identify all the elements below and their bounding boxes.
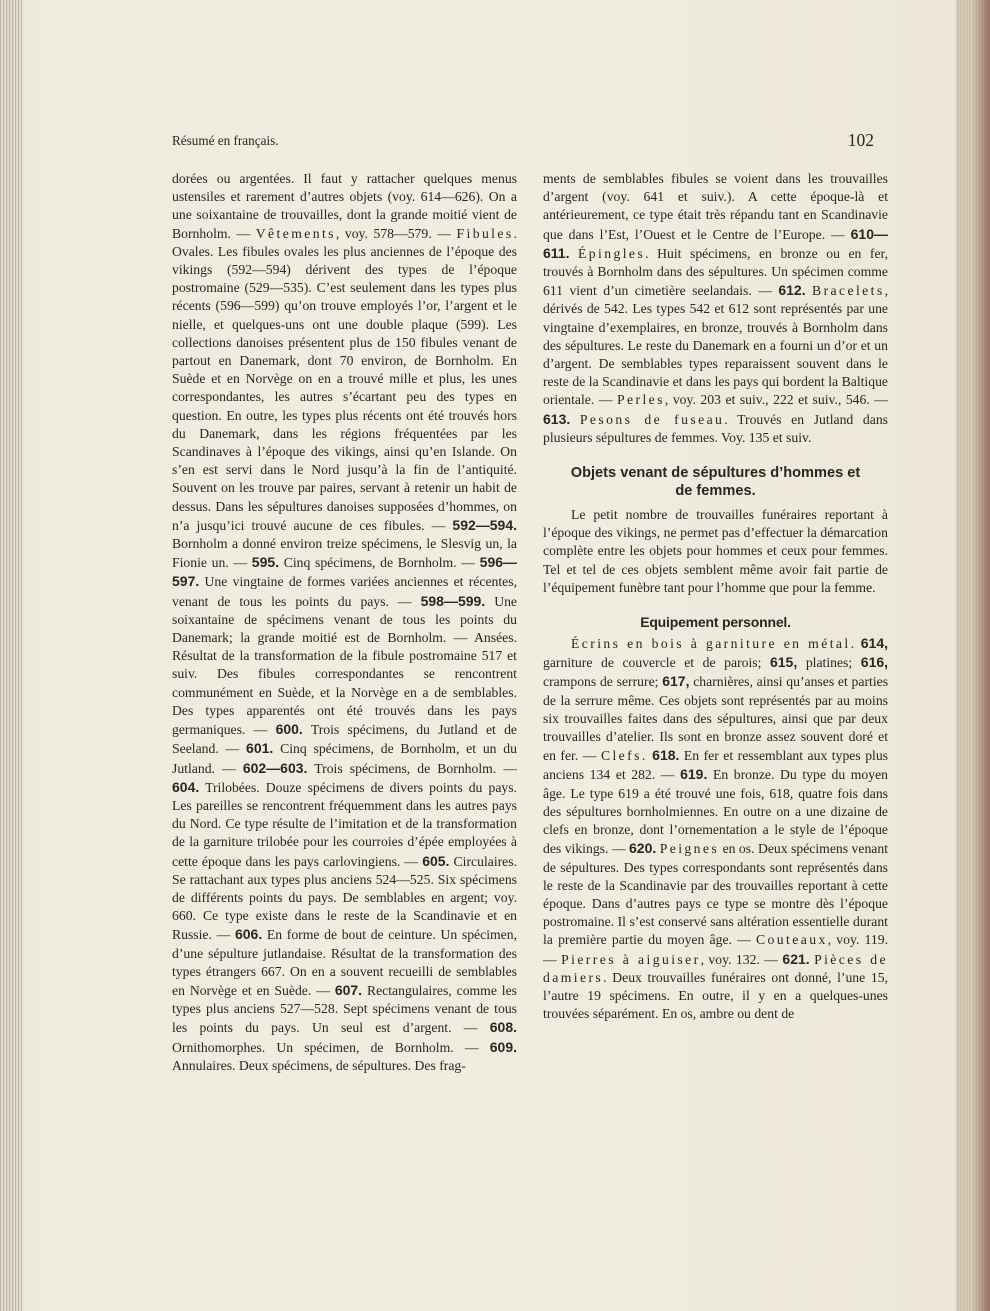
number-bold: 601. xyxy=(246,740,274,757)
body-paragraph: Le petit nombre de trouvailles funéraires reportant à l’époque des vikings, ne permet pas d’effectuer la démarcation complète entre les objets pour hommes et ceux pour femmes. Tel et tel de ces objets semblent même avoir fait partie de l’équipement funèbre tant pour l’homme que pour la femme. xyxy=(543,507,888,595)
number-bold: 612. xyxy=(778,282,806,299)
spaced-term: Bracelets xyxy=(812,283,885,299)
spaced-term: Couteaux xyxy=(756,932,828,948)
number-bold: 596—597. xyxy=(172,554,518,590)
number-bold: 621. xyxy=(782,950,810,967)
number-bold: 592—594. xyxy=(452,516,518,533)
number-bold: 604. xyxy=(172,778,200,795)
spaced-term: Pièces de damiers xyxy=(543,951,888,985)
spaced-term: Épingles xyxy=(578,245,646,261)
number-bold: 614, xyxy=(860,635,889,652)
left-column xyxy=(172,170,517,1075)
section-heading-equipement: Equipement personnel. xyxy=(640,614,791,631)
page-edge-shadow xyxy=(972,0,990,1311)
number-bold: 618. xyxy=(652,747,680,764)
right-column xyxy=(543,170,888,1023)
spaced-term: Clefs. xyxy=(600,748,648,764)
book-binding-edge xyxy=(0,0,22,1311)
spaced-term: Perles xyxy=(617,392,665,408)
number-bold: 602—603. xyxy=(242,759,308,776)
spaced-term: Fibules xyxy=(456,225,514,241)
number-bold: 605. xyxy=(422,852,450,869)
number-bold: 617, xyxy=(662,673,690,690)
number-bold: 620. xyxy=(629,840,657,857)
spaced-term: Vêtements xyxy=(255,225,336,241)
number-bold: 608. xyxy=(489,1019,518,1036)
number-bold: 610—611. xyxy=(543,225,888,261)
body-paragraph: Écrins en bois à garniture en métal. 614, garniture de couvercle et de parois; 615, platines; 616, crampons de serrure; 617, charnières, ainsi qu’anses et parties de la serrure même. Ces objets sont représentés par au moins six trouvailles faites dans des sépultures, ainsi que par deux trouvailles d’atelier. Ils sont en bronze assez souvent doré et en fer. — Clefs. 618. En fer et ressemblant aux types plus anciens 134 et 282. — 619. En bronze. Du type du moyen âge. Le type 619 a été trouvé une fois, 618, quatre fois dans des sépultures bornholmiennes. En outre on a une dizaine de clefs en bronze, dont l’ornementation a le style de l’époque des vikings. — 620. Peignes en os. Deux spécimens venant de sépultures. Des types correspondants sont représentés dans le reste de la Scandinavie par des trouvailles reportant à cette époque. Dans d’autres pays ce type se montre dès l’époque postromaine. Il s’est conservé sans altération essentielle durant la première partie du moyen âge. — Couteaux, voy. 119. — Pierres à aiguiser, voy. 132. — 621. Pièces de damiers. Deux trouvailles funéraires ont donné, l’une 15, l’autre 19 spécimens. En outre, il y en a quelques-unes trouvées séparément. En os, ambre ou dent de xyxy=(543,635,889,1022)
number-bold: 609. xyxy=(489,1038,517,1055)
heading-line: Objets venant de sépultures d’hommes et xyxy=(570,465,861,482)
number-bold: 613. xyxy=(543,410,571,427)
body-paragraph: ments de semblables fibules se voient dans les trouvailles d’argent (voy. 641 et suiv.). A cette époque-là et antérieurement, ce type était très répandu tant en Scandinavie que dans l’Est, l’Ouest et le Centre de l’Europe. — 610—611. Épingles. Huit spécimens, en bronze ou en fer, trouvés à Bornholm dans des sépultures. Un spécimen comme 611 vient d’un cimetière seelandais. — 612. Bracelets, dérivés de 542. Les types 542 et 612 sont représentés par une vingtaine d’exemplaires, en bronze, trouvés à Bornholm dans des sépultures. Le reste du Danemark en a fourni un d’or et un d’argent. De semblables types reparaissent souvent dans le reste de la Scandinavie et dans les pays qui bordent la Baltique orientale. — Perles, voy. 203 et suiv., 222 et suiv., 546. — 613. Pesons de fuseau. Trouvés en Jutland dans plusieurs sépultures de femmes. Voy. 135 et suiv. xyxy=(543,171,889,445)
running-header xyxy=(172,130,874,153)
spaced-term: Pierres à aiguiser xyxy=(561,951,701,967)
number-bold: 600. xyxy=(275,721,303,738)
section-heading-objets xyxy=(543,464,888,500)
spaced-term: Pesons de fuseau xyxy=(579,411,725,427)
heading-line: de femmes. xyxy=(675,483,756,500)
number-bold: 598—599. xyxy=(420,592,486,609)
number-bold: 595. xyxy=(251,554,280,571)
number-bold: 607. xyxy=(334,981,363,998)
number-bold: 615, xyxy=(769,654,798,671)
number-bold: 616, xyxy=(860,654,889,671)
spaced-term: Écrins en bois à garniture en métal. xyxy=(571,636,857,652)
number-bold: 619. xyxy=(680,766,708,783)
spaced-term: Peignes xyxy=(659,841,720,857)
body-paragraph: dorées ou argentées. Il faut y rattacher quelques menus ustensiles et rarement d’autres objets (voy. 614—626). On a une soixantaine de trouvailles, dont la grande moitié vient de Bornholm. — Vêtements, voy. 578—579. — Fibules. Ovales. Les fibules ovales les plus anciennes de l’époque des vikings (592—594) dérivent des types de l’époque postromaine (529—535). C’est seulement dans les types plus récents (596—599) qu’on trouve employés l’or, l’argent et le nielle, et quelques-uns ont une double plaque (599). Les collections danoises présentent plus de 150 fibules venant de partout en Danemark, dont 70 environ, de Bornholm. En Suède et en Norvège on en a trouvé mille et plus, les unes correspondantes, les autres s’écartant peu des types en question. En outre, les types plus récents ont été trouvés hors du Danemark, dans les régions fréquentées par les Scandinaves à l’époque des vikings, ainsi qu’en Islande. On s’en est servi dans le Nord jusqu’à la fin de l’antiquité. Souvent on les trouve par paires, servant à retenir un habit de dessus. Dans les sépultures danoises supposées d’hommes, on n’a jusqu’ici trouvé aucune de ces fibules. — 592—594. Bornholm a donné environ treize spécimens, le Slesvig un, la Fionie un. — 595. Cinq spécimens, de Bornholm. — 596—597. Une vingtaine de formes variées anciennes et récentes, venant de tous les points du pays. — 598—599. Une soixantaine de spécimens venant de tous les points du Danemark; la grande moitié est de Bornholm. — Ansées. Résultat de la transformation de la fibule postromaine 517 et suiv. Des fibules correspondantes se rencontrent communément en Suède, et la Norvège en a de semblables. Des types apparentés ont été trouvés dans les pays germaniques. — 600. Trois spécimens, du Jutland et de Seeland. — 601. Cinq spécimens, de Bornholm, et un du Jutland. — 602—603. Trois spécimens, de Bornholm. — 604. Trilobées. Douze spécimens de divers points du pays. Les pareilles se rencontrent fréquemment dans les autres pays du Nord. Ce type résulte de l’imitation et de la transformation de la garniture trilobée pour les courroies d’épée employées à cette époque dans les pays carlovingiens. — 605. Circulaires. Se rattachant aux types plus anciens 524—525. Six spécimens de différents points du pays. De semblables en argent; voy. 660. Ce type existe dans le reste de la Scandinavie et en Russie. — 606. En forme de bout de ceinture. Un spécimen, d’une sépulture jutlandaise. Résultat de la transformation des types étrangers 667. On en a souvent recueilli de semblables en Norvège et en Suède. — 607. Rectangulaires, comme les types plus anciens 527—528. Sept spécimens venant de tous les points du pays. Un seul est d’argent. — 608. Ornithomorphes. Un spécimen, de Bornholm. — 609. Annulaires. Deux spécimens, de sépultures. Des frag- xyxy=(172,171,518,1073)
page-number: 102 xyxy=(847,130,874,150)
number-bold: 606. xyxy=(234,926,263,943)
section-title: Résumé en français. xyxy=(172,133,279,148)
